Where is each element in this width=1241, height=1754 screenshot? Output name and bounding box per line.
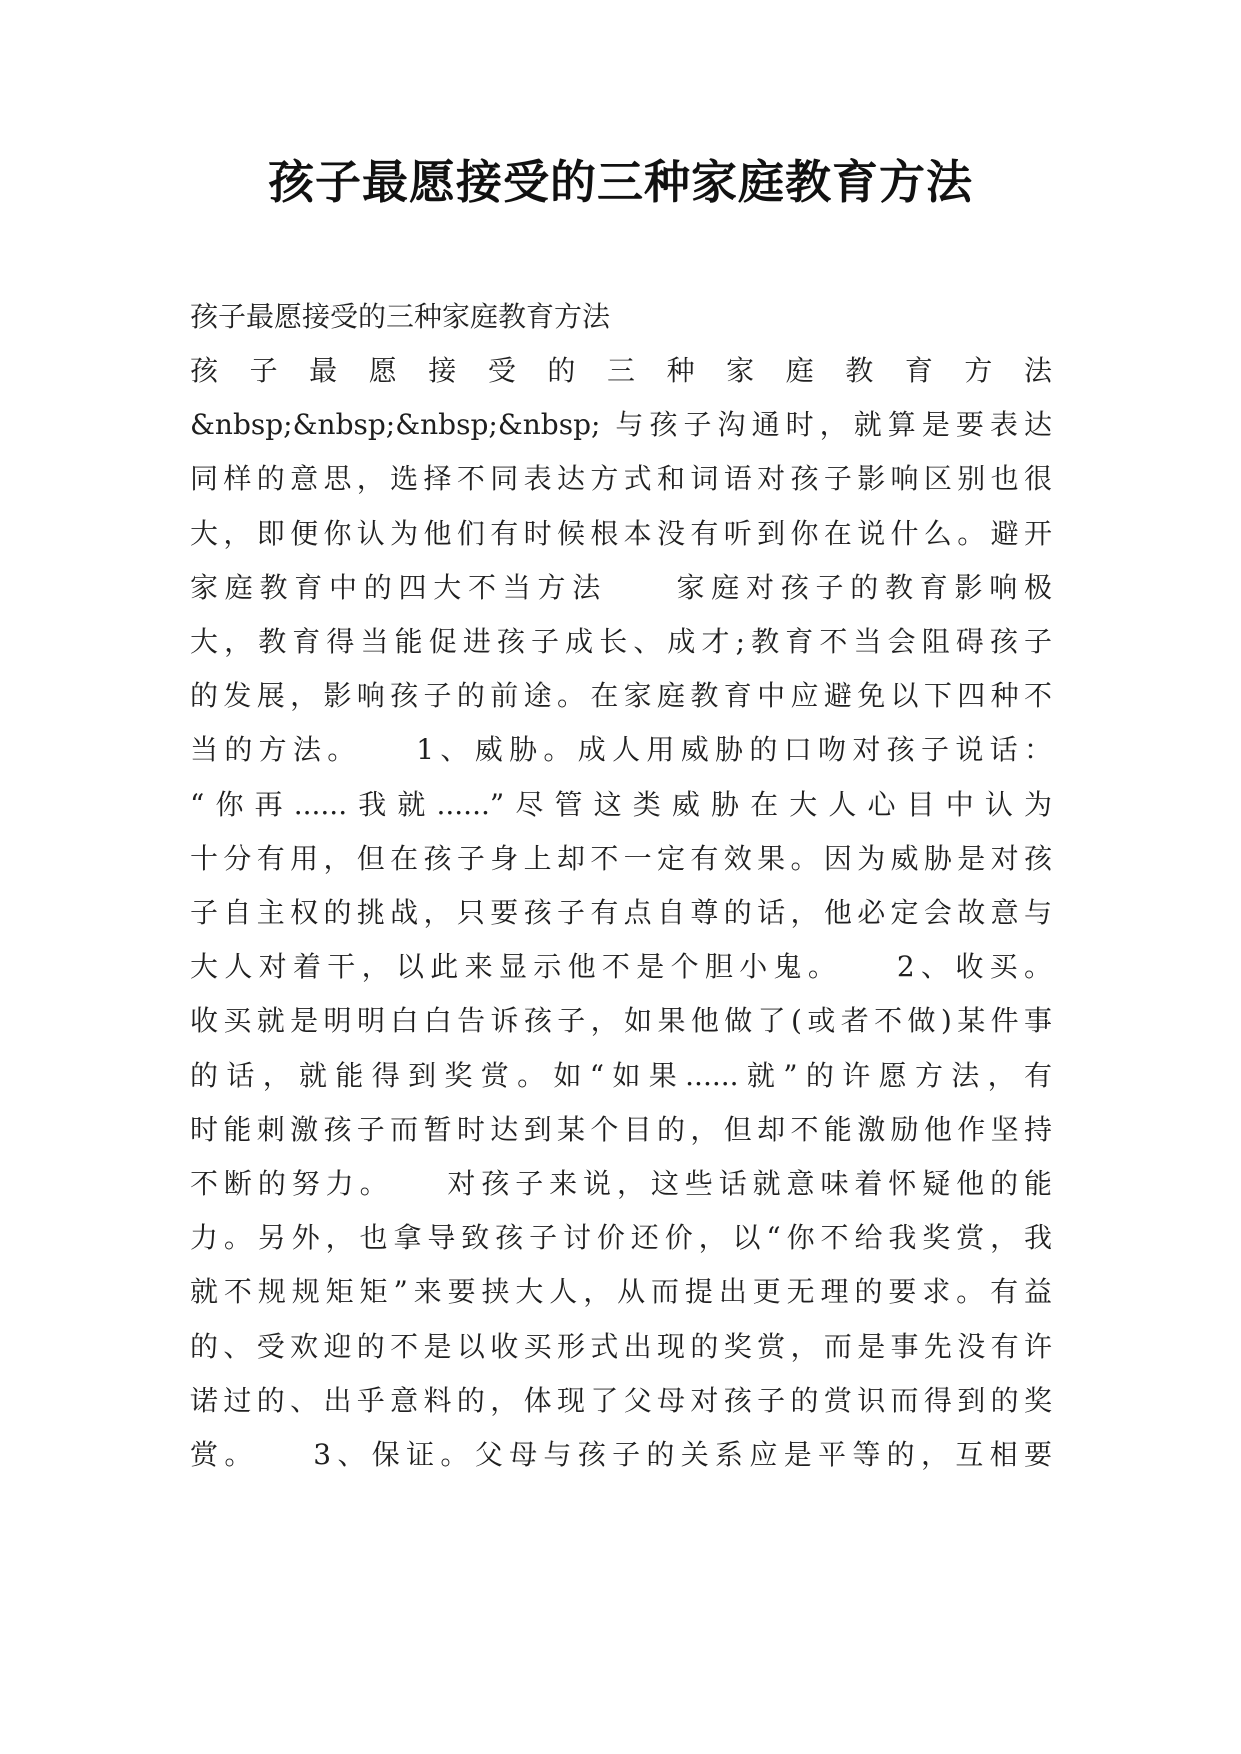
body-line: 不断的努力。 对孩子来说，这些话就意味着怀疑他的能 — [190, 1167, 1052, 1200]
body-line: 孩 子 最 愿 接 受 的 三 种 家 庭 教 育 方 法 — [190, 354, 1052, 387]
body-line: 当的方法。 1、威胁。成人用威胁的口吻对孩子说话： — [190, 733, 1052, 766]
body-line: 家庭教育中的四大不当方法 家庭对孩子的教育影响极 — [190, 571, 1052, 604]
body-line: 的话，就能得到奖赏。如“如果......就”的许愿方法，有 — [190, 1059, 1052, 1092]
body-line: 同样的意思，选择不同表达方式和词语对孩子影响区别也很 — [190, 462, 1052, 495]
body-line: 就不规规矩矩”来要挟大人，从而提出更无理的要求。有益 — [190, 1275, 1052, 1308]
document-title: 孩子最愿接受的三种家庭教育方法 — [268, 155, 973, 209]
body-line: 的、受欢迎的不是以收买形式出现的奖赏，而是事先没有许 — [190, 1330, 1052, 1363]
body-line: 收买就是明明白白告诉孩子，如果他做了(或者不做)某件事 — [190, 1004, 1052, 1037]
body-line: 十分有用，但在孩子身上却不一定有效果。因为威胁是对孩 — [190, 842, 1052, 875]
body-line: 大，教育得当能促进孩子成长、成才;教育不当会阻碍孩子 — [190, 625, 1052, 658]
body-line: 大人对着干，以此来显示他不是个胆小鬼。 2、收买。 — [190, 950, 1052, 983]
body-line: 诺过的、出乎意料的，体现了父母对孩子的赏识而得到的奖 — [190, 1384, 1052, 1417]
document-subtitle: 孩子最愿接受的三种家庭教育方法 — [190, 300, 611, 333]
body-line: “你再......我就......”尽管这类威胁在大人心目中认为 — [190, 788, 1052, 821]
body-line: 时能刺激孩子而暂时达到某个目的，但却不能激励他作坚持 — [190, 1113, 1052, 1146]
body-line: 子自主权的挑战，只要孩子有点自尊的话，他必定会故意与 — [190, 896, 1052, 929]
body-line: &nbsp;&nbsp;&nbsp;&nbsp; 与孩子沟通时，就算是要表达 — [190, 408, 1052, 441]
body-line: 赏。 3、保证。父母与孩子的关系应是平等的，互相要 — [190, 1438, 1052, 1471]
body-line: 的发展，影响孩子的前途。在家庭教育中应避免以下四种不 — [190, 679, 1052, 712]
body-line: 力。另外，也拿导致孩子讨价还价，以“你不给我奖赏，我 — [190, 1221, 1052, 1254]
body-line: 大，即便你认为他们有时候根本没有听到你在说什么。避开 — [190, 517, 1052, 550]
